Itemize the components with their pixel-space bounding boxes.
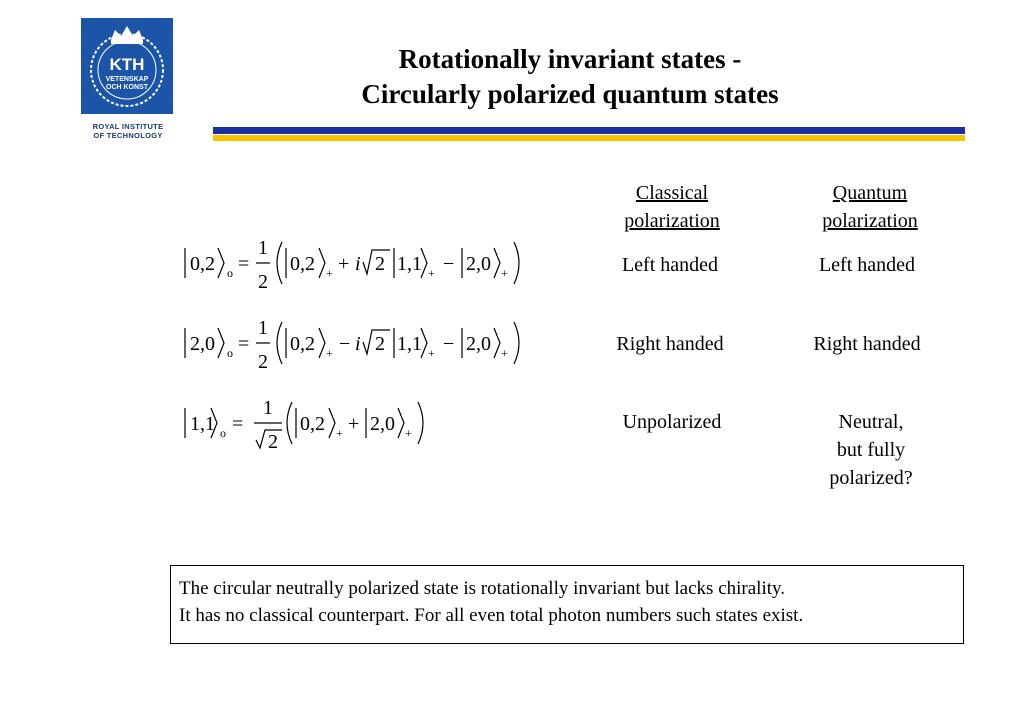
title-line2: Circularly polarized quantum states [361, 79, 779, 109]
svg-text:+: + [428, 266, 435, 280]
svg-text:2,0: 2,0 [190, 333, 215, 355]
equation-row-1 [178, 232, 538, 297]
svg-text:1,1: 1,1 [397, 253, 422, 275]
svg-text:+: + [501, 266, 508, 280]
logo-line1: VETENSKAP [105, 76, 149, 83]
svg-text:2: 2 [258, 351, 268, 373]
row-1-classical: Left handed [621, 254, 719, 276]
row-3-quantum-line2: but fully [836, 439, 906, 461]
row-3-quantum [786, 408, 956, 492]
svg-text:0,2: 0,2 [190, 253, 215, 275]
title-divider-yellow [213, 135, 965, 141]
row-3-quantum-line3: polarized? [829, 467, 913, 489]
svg-text:1: 1 [258, 237, 268, 259]
svg-text:o: o [220, 426, 226, 440]
kth-logo [81, 18, 173, 114]
svg-text:+: + [326, 346, 333, 360]
svg-text:1,1: 1,1 [397, 333, 422, 355]
row-2-classical: Right handed [616, 333, 724, 355]
svg-text:2: 2 [258, 271, 268, 293]
svg-text:+: + [336, 426, 343, 440]
row-1-quantum: Left handed [818, 254, 916, 276]
equation-row-2 [178, 312, 538, 377]
svg-text:+: + [405, 426, 412, 440]
kth-crest-icon [81, 18, 173, 114]
svg-text:2: 2 [375, 253, 385, 275]
logo-brand: KTH [109, 55, 145, 74]
column-header-quantum: Quantum polarization [822, 182, 918, 232]
svg-text:0,2: 0,2 [290, 333, 315, 355]
logo-subtitle-line2: OF TECHNOLOGY [93, 131, 163, 140]
svg-text:2: 2 [375, 333, 385, 355]
svg-text:−: − [443, 253, 455, 275]
svg-text:1: 1 [258, 317, 268, 339]
svg-text:=: = [232, 413, 244, 435]
title-line1: Rotationally invariant states - [398, 44, 742, 74]
row-3-classical: Unpolarized [622, 411, 722, 433]
svg-text:−: − [339, 333, 351, 355]
svg-text:0,2: 0,2 [290, 253, 315, 275]
svg-text:o: o [227, 346, 233, 360]
svg-text:0,2: 0,2 [300, 413, 325, 435]
svg-text:+: + [501, 346, 508, 360]
logo-subtitle [78, 122, 178, 140]
row-3-quantum-line1: Neutral, [838, 411, 904, 433]
svg-text:1: 1 [263, 397, 273, 419]
svg-text:=: = [238, 333, 250, 355]
svg-text:2: 2 [268, 431, 278, 453]
svg-text:+: + [428, 346, 435, 360]
title-divider-blue [213, 127, 965, 134]
svg-text:i: i [355, 253, 361, 275]
column-header-classical: Classical polarization [624, 182, 720, 232]
logo-subtitle-line1: ROYAL INSTITUTE [92, 122, 164, 131]
equation-row-3 [178, 392, 438, 457]
svg-text:+: + [338, 253, 350, 275]
svg-text:+: + [348, 413, 360, 435]
note-line2: It has no classical counterpart. For all even total photon numbers such states exist. [179, 605, 804, 626]
svg-text:=: = [238, 253, 250, 275]
svg-text:i: i [355, 333, 361, 355]
svg-text:+: + [326, 266, 333, 280]
svg-text:1,1: 1,1 [190, 413, 215, 435]
logo-line2: OCH KONST [106, 84, 148, 91]
row-2-quantum: Right handed [813, 333, 921, 355]
svg-text:2,0: 2,0 [466, 333, 491, 355]
svg-text:2,0: 2,0 [466, 253, 491, 275]
summary-note [170, 565, 964, 644]
svg-text:2,0: 2,0 [370, 413, 395, 435]
note-line1: The circular neutrally polarized state is rotationally invariant but lacks chirality. [179, 578, 786, 599]
svg-text:o: o [227, 266, 233, 280]
slide-title [240, 42, 900, 112]
svg-text:−: − [443, 333, 455, 355]
